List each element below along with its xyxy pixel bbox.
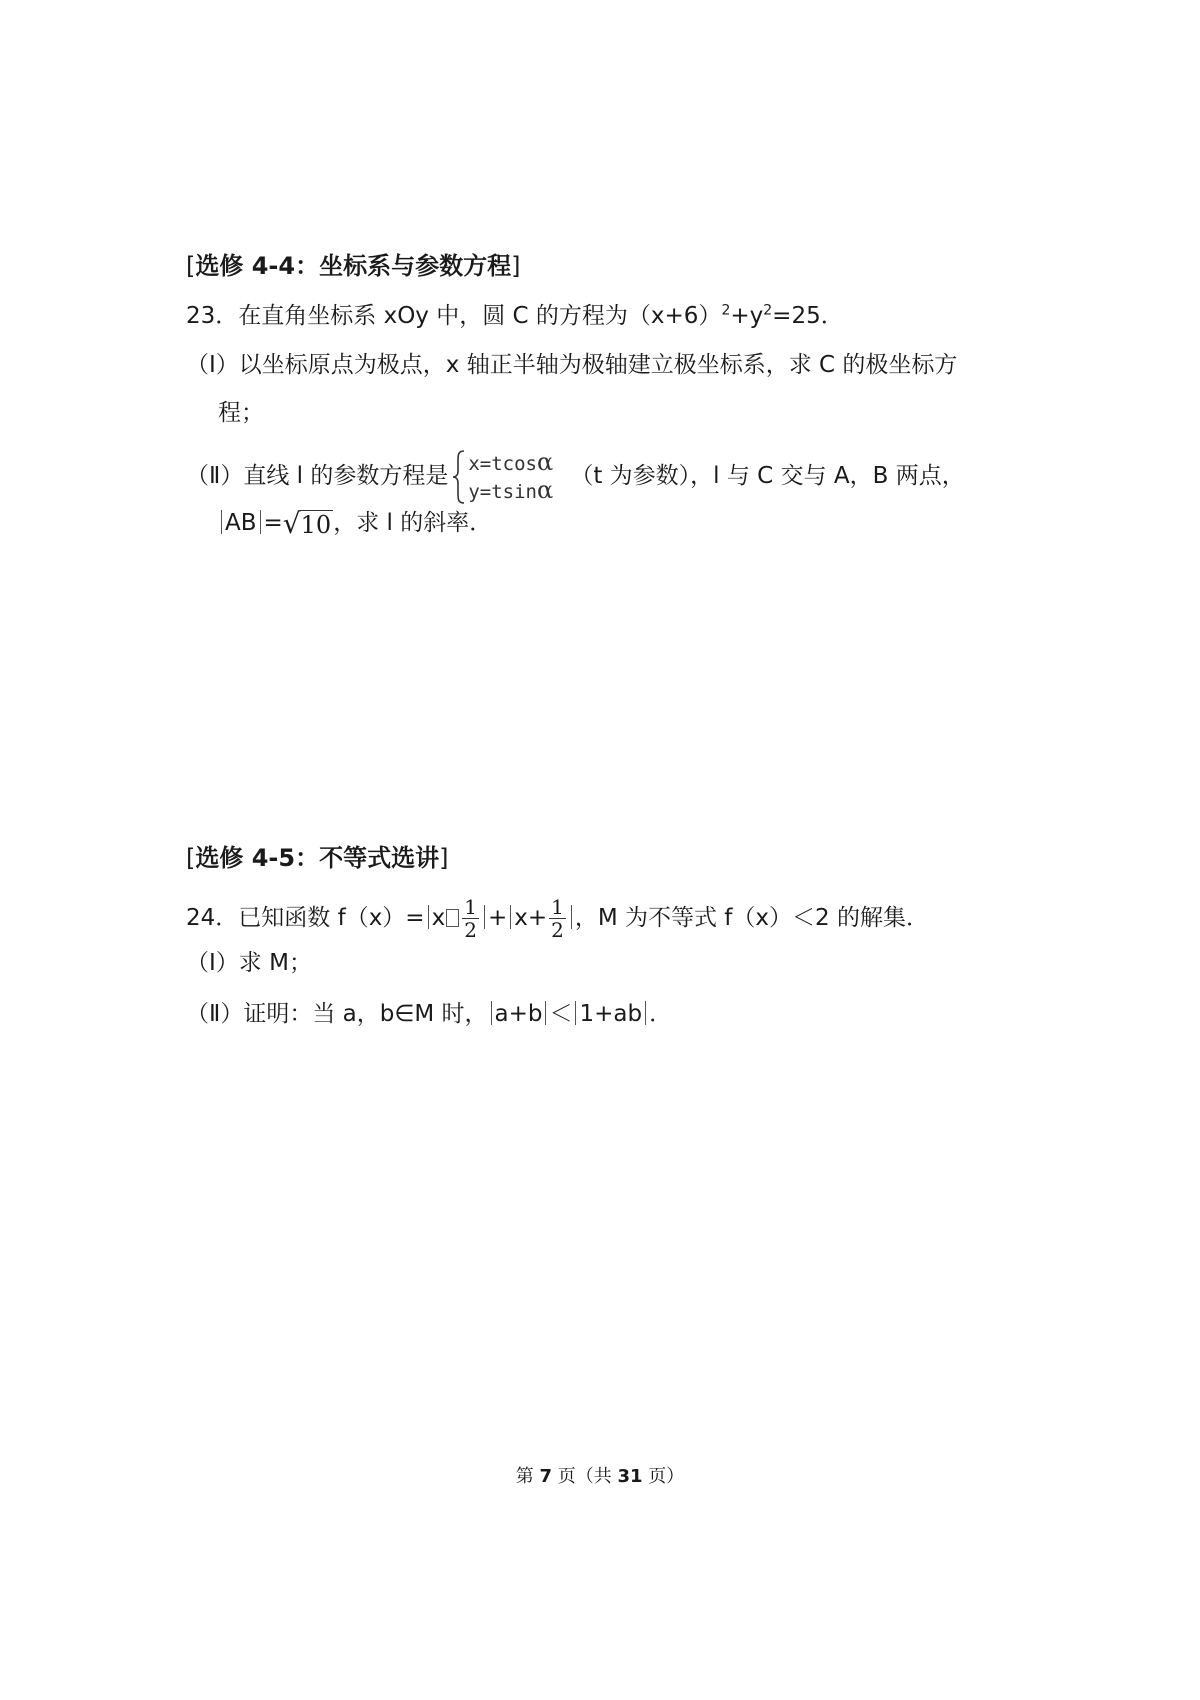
question-23-part-1 (186, 349, 957, 381)
denominator: 2 (551, 918, 564, 942)
equation-text: x=tcos (468, 452, 537, 475)
square-root (283, 508, 333, 541)
question-text: +y (730, 303, 764, 329)
section-title-4-5 (186, 842, 448, 874)
footer-text: 第 (515, 1466, 540, 1487)
variable-x-plus: x+ (514, 905, 548, 931)
part-text: 程； (218, 400, 264, 426)
numerator: 1 (551, 895, 564, 919)
radicand: 10 (300, 511, 332, 539)
segment-label: AB (225, 510, 257, 536)
missing-glyph-icon (446, 909, 459, 927)
radical-icon: √ (282, 507, 301, 540)
page-footer (0, 1462, 1200, 1488)
abs-bar (491, 1001, 492, 1025)
abs-bar (510, 905, 511, 929)
part-text: （Ⅱ）证明：当 a，b∈M 时， (186, 1001, 488, 1027)
question-text: ，M 为不等式 f（x）＜2 的解集． (574, 905, 929, 931)
question-23-part-2 (186, 446, 965, 506)
question-23-part-2-cont (218, 507, 492, 541)
question-24-stem (186, 890, 929, 946)
abs-bar (575, 1001, 576, 1025)
section-title-text: 选修 4-5：不等式选讲 (195, 844, 440, 872)
section-title-4-4 (186, 250, 520, 282)
equation-y (468, 475, 554, 504)
numerator: 1 (464, 895, 477, 919)
abs-bar (428, 905, 429, 929)
question-text: 已知函数 f（x）= (238, 905, 425, 931)
abs-bar (645, 1001, 646, 1025)
part-text: ，求 l 的斜率． (333, 510, 493, 536)
footer-text: 页） (642, 1466, 685, 1487)
question-number: 24． (186, 905, 239, 931)
period: ． (649, 1001, 673, 1027)
parametric-equation-system (452, 449, 564, 505)
plus-sign: + (487, 905, 508, 931)
page-number: 7 (539, 1466, 552, 1487)
abs-bar (571, 905, 572, 929)
open-bracket: [ (186, 844, 196, 872)
brace-icon (452, 449, 466, 505)
less-than-sign: ＜ (549, 1001, 573, 1027)
page-total: 31 (617, 1466, 643, 1487)
open-bracket: [ (186, 252, 196, 280)
equation-x (468, 447, 554, 476)
fraction-one-half (549, 896, 566, 941)
section-title-text: 选修 4-4：坐标系与参数方程 (195, 252, 512, 280)
variable-x: x (431, 905, 446, 931)
alpha-symbol: α (536, 475, 554, 504)
abs-expression: a+b (494, 1001, 543, 1027)
superscript: 2 (763, 302, 773, 319)
part-text: （Ⅰ）以坐标原点为极点，x 轴正半轴为极轴建立极坐标系，求 C 的极坐标方 (186, 352, 958, 378)
question-23-stem (186, 300, 844, 332)
question-24-part-2 (186, 998, 672, 1030)
equals-sign: = (263, 510, 283, 536)
part-text: （Ⅰ）求 M； (186, 950, 312, 976)
footer-text: 页（共 (552, 1466, 618, 1487)
question-text: =25． (772, 303, 844, 329)
question-number: 23． (186, 303, 239, 329)
abs-bar (545, 1001, 546, 1025)
abs-expression: 1+ab (579, 1001, 643, 1027)
abs-bar (221, 510, 222, 534)
alpha-symbol: α (536, 447, 554, 476)
abs-bar (260, 510, 261, 534)
question-23-part-1-cont (218, 397, 264, 429)
abs-bar (484, 905, 485, 929)
part-text: （t 为参数），l 与 C 交与 A，B 两点， (570, 463, 965, 489)
superscript: 2 (721, 302, 731, 319)
close-bracket: ] (511, 252, 521, 280)
question-text: 在直角坐标系 xOy 中，圆 C 的方程为（x+6） (238, 303, 722, 329)
part-text: （Ⅱ）直线 l 的参数方程是 (186, 463, 449, 489)
close-bracket: ] (439, 844, 449, 872)
equation-text: y=tsin (468, 480, 537, 503)
denominator: 2 (464, 918, 477, 942)
fraction-one-half (462, 896, 479, 941)
question-24-part-1 (186, 947, 312, 979)
